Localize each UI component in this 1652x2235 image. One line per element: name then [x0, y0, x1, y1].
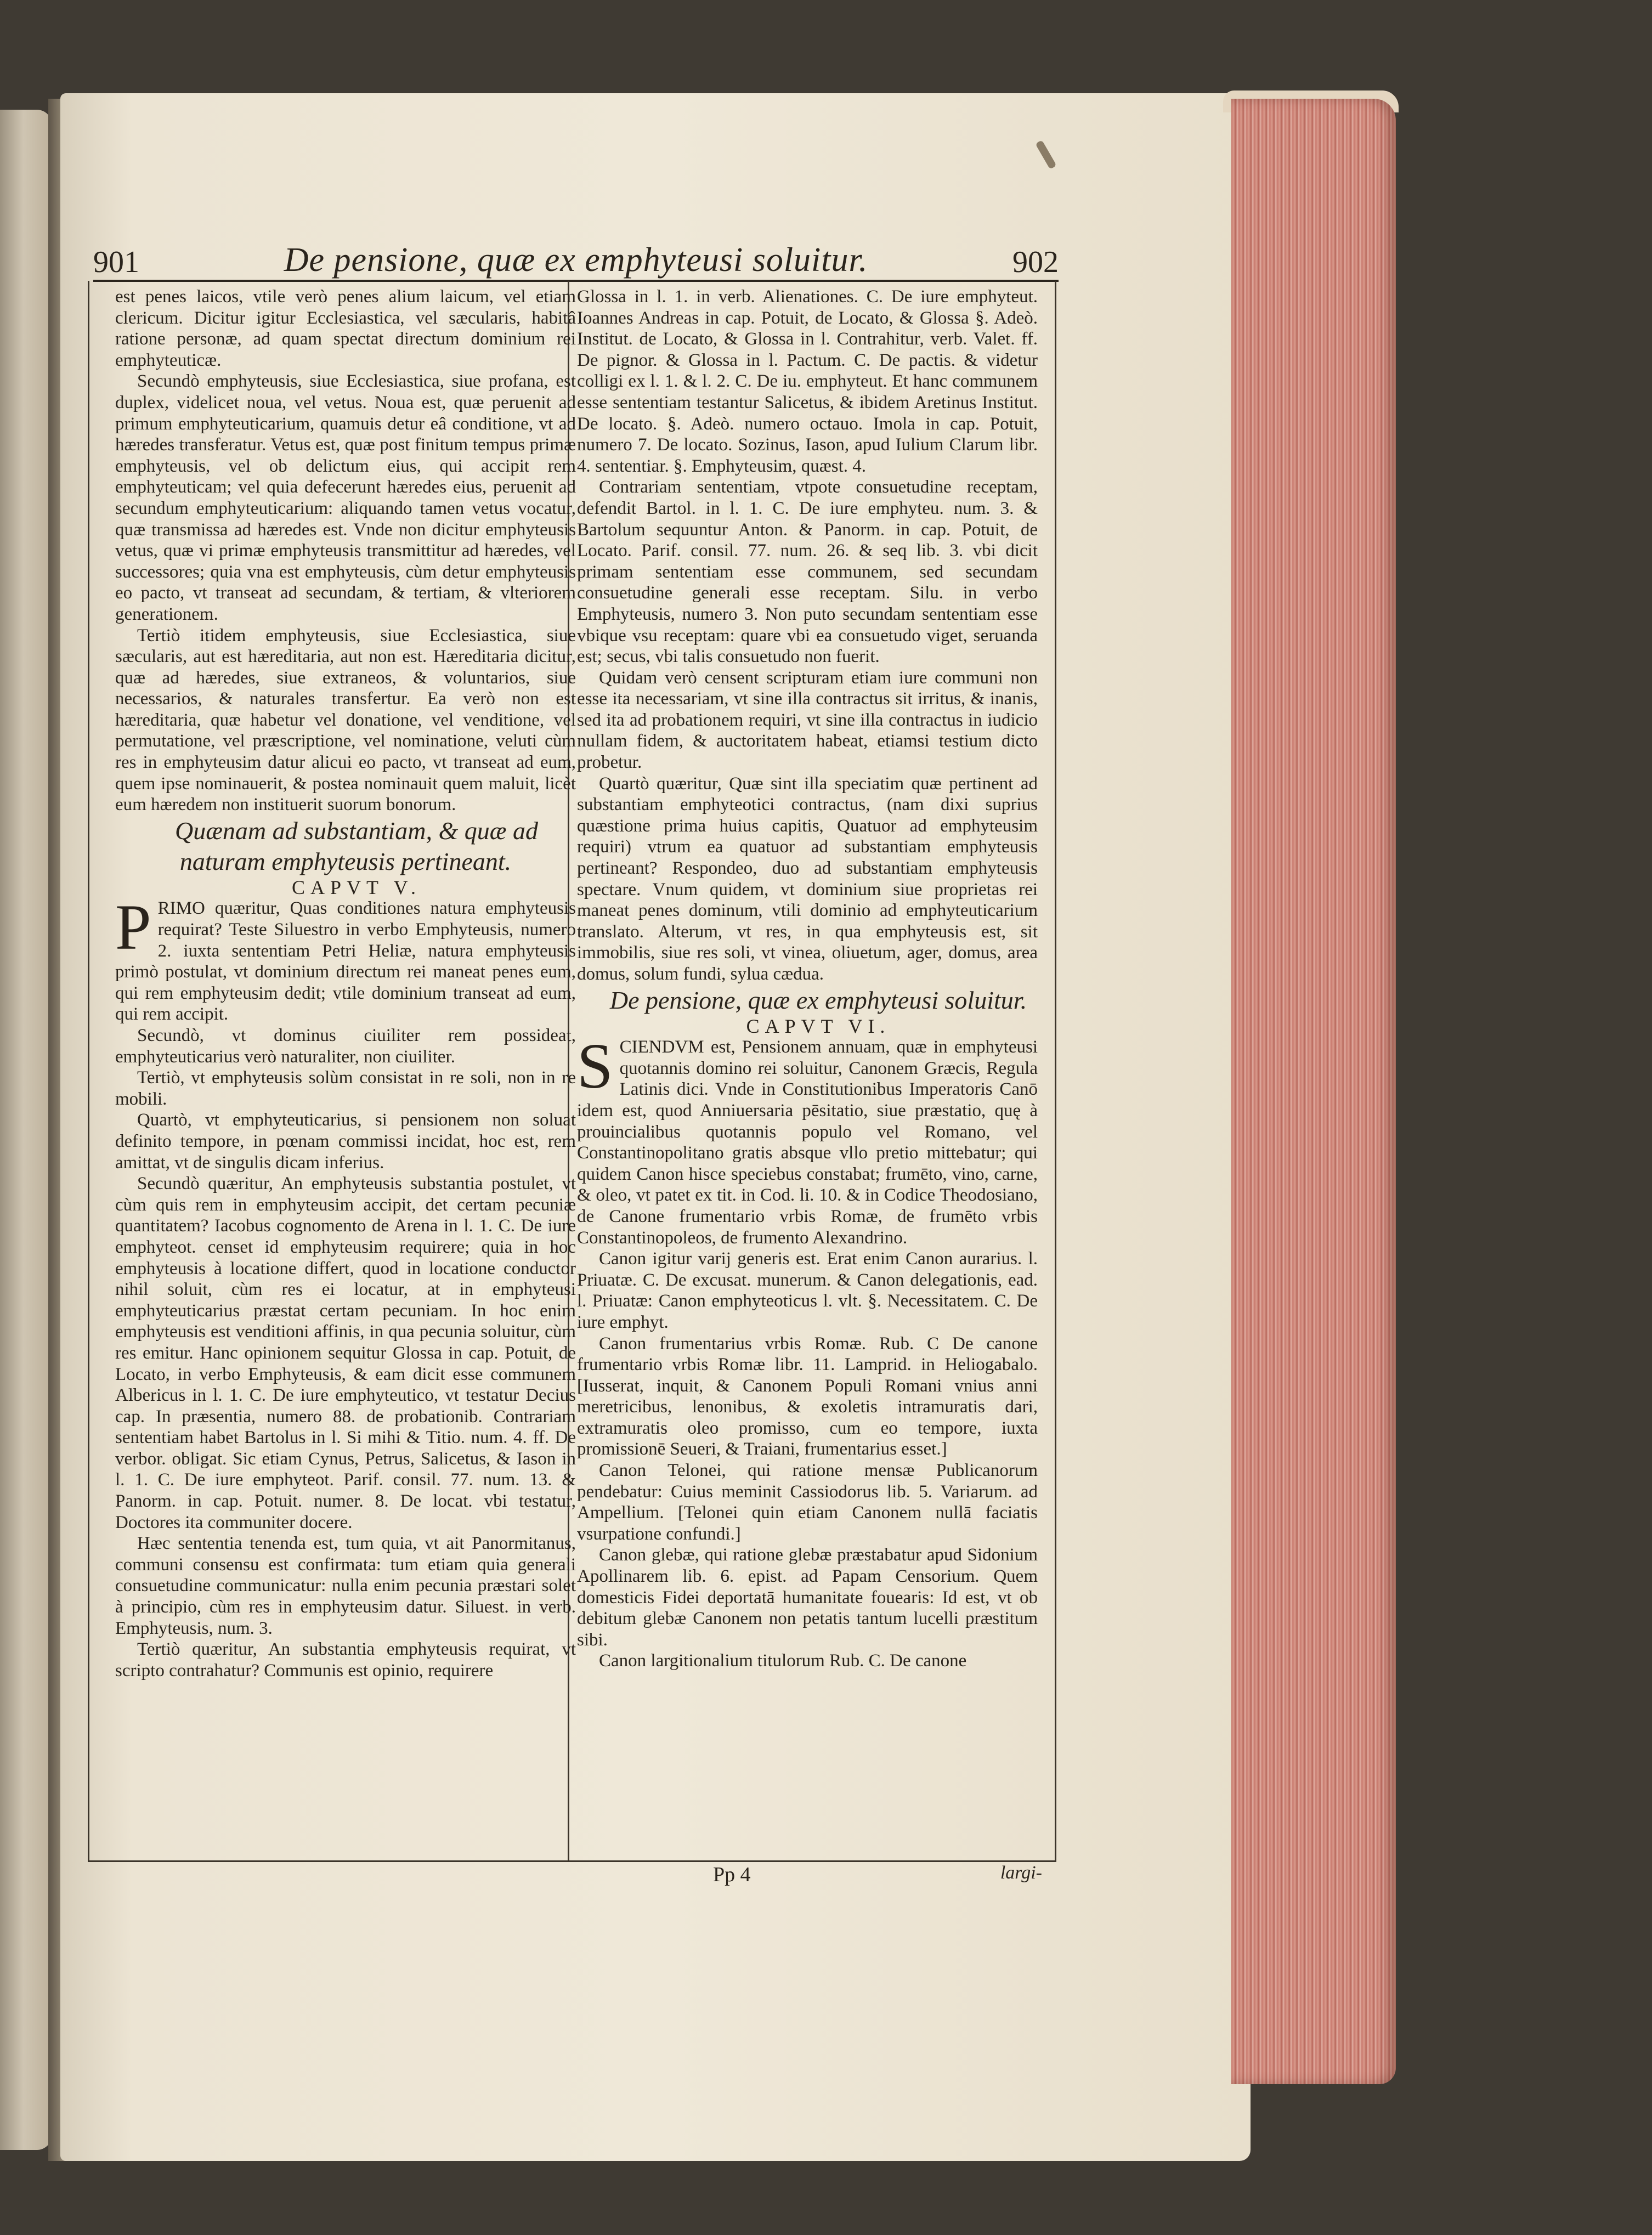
paragraph: est penes laicos, vtile verò penes alium laicum, vel etiam clericum. Dicitur igitur Ecclesiastica, vel sæcularis, habitâ ratione personæ, ad quam spectat directum dominium rei emphyteuticæ.: [115, 287, 576, 370]
section-title: De pensione, quæ ex emphyteusi soluitur.: [609, 986, 1027, 1014]
paragraph-with-dropcap: [577, 1030, 1038, 1248]
folio-left: 901: [93, 245, 139, 279]
catchword: largi-: [1000, 1863, 1042, 1883]
paragraph: Quidam verò censent scripturam etiam iure communi non esse ita necessariam, vt sine illa contractus sit irritus, & inanis, sed ita ad probationem requiri, vt sine illa contractus in iudicio nullam fidem, & auctoritatem habeat, etiamsi testium dicto probetur.: [577, 667, 1038, 773]
paragraph-text: CIENDVM est, Pensionem annuam, quæ in emphyteusi quotannis domino rei soluitur, Canonem Græcis, Regula Latinis dici. Vnde in Constitutionibus Imperatoris Canō idem est, quod Anniuersaria pēsitatio, siue præstatio, quę à prouincialibus quotannis populo vel Romano, vel Constantinopolitano gratis absque vllo pretio mittebatur; qui quidem Canon hisce speciebus constabat; frumēto, vino, carne, & oleo, vt patet ex tit. in Cod. li. 10. & in Codice Theodosiano, de Canone frumentario vrbis Romæ, de frumēto vrbis Constantinopoleos, de frumento Alexandrino.: [577, 1037, 1038, 1248]
left-column: [115, 286, 576, 1855]
paragraph: Tertiò itidem emphyteusis, siue Ecclesiastica, siue sæcularis, aut est hæreditaria, aut non est. Hæreditaria dicitur, quæ ad hæredes, siue extraneos, & voluntarios, siue necessarios, & naturales transfertur. Ea verò non est hæreditaria, quæ habetur vel donatione, vel venditione, vel permutatione, vel præscriptione, vel nominatione, veluti cùm res in emphyteusim datur alicui eo pacto, vt transeat ad eum, quem ipse nominauerit, & postea nominauit quem maluit, licèt eum hæredem non instituerit suorum bonorum.: [115, 625, 576, 815]
paragraph: Secundò quæritur, An emphyteusis substantia postulet, vt cùm quis rem in emphyteusim accipit, det certam pecuniæ quantitatem? Iacobus cognomento de Arena in l. 1. C. De iure emphyteot. censet id emphyteusim requirere; quia in hoc emphyteusis à locatione differt, quod in locatione conductor nihil soluit, cùm res ei locatur, at in emphyteusi emphyteuticarius præstat certam pecuniam. In hoc enim emphyteusis est venditioni affinis, in qua pecunia soluitur, cùm res emitur. Hanc opinionem sequitur Glossa in cap. Potuit, de Locato, in verbo Emphyteusis, & eam dicit esse communem Albericus in l. 1. C. De iure emphyteutico, vt testatur Decius cap. In præsentia, numero 88. de probationib. Contrariam sententiam habet Bartolus in l. Si mihi & Titio. num. 4. ff. De verbor. obligat. Sic etiam Cynus, Petrus, Salicetus, & Iason in l. 1. C. De iure emphyteot. Parif. consil. 77. num. 13. & Panorm. in cap. Potuit. numer. 8. De locat. vbi testatur, Doctores ita communiter docere.: [115, 1174, 576, 1532]
paragraph: Canon largitionalium titulorum Rub. C. De canone: [599, 1651, 967, 1671]
drop-capital: P: [115, 891, 151, 964]
paragraph: Secundò emphyteusis, siue Ecclesiastica, siue profana, est duplex, videlicet noua, vel vetus. Noua est, quæ peruenit ad primum emphyteuticarium, quamuis detur eâ conditione, vt ad hæredes transferatur. Vetus est, quæ post finitum tempus primæ emphyteusis, vel ob delictum eius, qui accipit rem emphyteuticam; vel quia defecerunt hæredes eius, peruenit ad secundum emphyteuticarium: aliquando tamen vetus vocatur, quæ transmissa ad hæredes est. Vnde non dicitur emphyteusis vetus, quæ vi primæ emphyteusis transmittitur ad hæredes, vel successores; quia vna est emphyteusis, cùm detur emphyteusis eo pacto, vt transeat ad secundam, & tertiam, & vlteriorem generationem.: [115, 371, 576, 624]
paragraph: Tertiò quæritur, An substantia emphyteusis requirat, vt scripto contrahatur? Communis est opinio, requirere: [115, 1639, 576, 1681]
paragraph: Canon igitur varij generis est. Erat enim Canon aurarius. l. Priuatæ. C. De excusat. munerum. & Canon delegationis, ead. l. Priuatæ: Canon emphyteoticus l. vlt. §. Necessitatem. C. De iure emphyt.: [577, 1249, 1038, 1332]
paragraph: Tertiò, vt emphyteusis solùm consistat in re soli, non in re mobili.: [115, 1068, 576, 1109]
paragraph: Glossa in l. 1. in verb. Alienationes. C. De iure emphyteut. Ioannes Andreas in cap. Potuit, de Locato, & Glossa §. Adeò. Institut. de Locato, & Glossa in l. Contrahitur, verb. Valet. ff. De pignor. & Glossa in l. Pactum. C. De pactis. & videtur colligi ex l. 1. & l. 2. C. De iu. emphyteut. Et hanc communem esse sententiam testantur Salicetus, & ibidem Aretinus Institut. De locato. §. Adeò. numero octauo. Imola in cap. Potuit, numero 7. De locato. Sozinus, Iason, apud Iulium Clarum libr. 4. sententiar. §. Emphyteusim, quæst. 4.: [577, 287, 1038, 476]
paragraph-with-dropcap: [115, 891, 576, 1025]
left-page-edge: [0, 110, 52, 2150]
paragraph: Contrariam sententiam, vtpote consuetudine receptam, defendit Bartol. in l. 1. C. De iure emphyteu. num. 3. & Bartolum sequuntur Anton. & Panorm. in cap. Potuit, de Locato. Parif. consil. 77. num. 26. & seq lib. 3. vbi dicit primam sententiam esse communem, sed secundam consuetudine generali esse receptam. Silu. in verbo Emphyteusis, numero 3. Non puto secundam sententiam esse vbique vsu receptam: quare vbi ea consuetudo viget, seruanda est; secus, vbi talis consuetudo non fuerit.: [577, 477, 1038, 667]
paragraph: Canon Telonei, qui ratione mensæ Publicanorum pendebatur: Cuius meminit Cassiodorus lib. 5. Variarum. ad Ampellium. [Telonei quin etiam Canonem nullā faciatis vsurpatione confundi.]: [577, 1461, 1038, 1544]
folio-right: 902: [1012, 245, 1059, 279]
paragraph: Secundò, vt dominus ciuiliter rem possideat, emphyteuticarius verò naturaliter, non ciuiliter.: [115, 1026, 576, 1067]
page-footer: [713, 1863, 1042, 1890]
running-head: [93, 230, 1059, 282]
running-title: De pensione, quæ ex emphyteusi soluitur.: [284, 241, 868, 279]
red-page-edges: [1231, 99, 1396, 2084]
chapter-heading: CAPVT VI.: [746, 1015, 891, 1037]
signature-mark: Pp 4: [713, 1863, 751, 1886]
paragraph: Canon frumentarius vrbis Romæ. Rub. C De canone frumentario vrbis Romæ libr. 11. Lamprid. in Heliogabalo. [Iusserat, inquit, & Canonem Populi Romani vnius anni meretricibus, lenonibus, & exoletis intramuratis dari, extramuratis oleo promisso, cum eo tempore, iuxta promissionē Seueri, & Traiani, frumentarius esset.]: [577, 1333, 1038, 1459]
paragraph: Quartò, vt emphyteuticarius, si pensionem non soluat definito tempore, in pœnam commissi incidat, hoc est, rem amittat, vt de singulis dicam inferius.: [115, 1110, 576, 1173]
chapter-heading: CAPVT V.: [291, 876, 422, 898]
paragraph-text: RIMO quæritur, Quas conditiones natura emphyteusis requirat? Teste Siluestro in verbo Emphyteusis, numero 2. iuxta sententiam Petri Heliæ, natura emphyteusis primò postulat, vt dominium directum rei maneat penes eum, qui rem emphyteusim dedit; vtile dominium transeat ad eum, qui rem accipit.: [115, 898, 576, 1025]
paragraph: Hæc sententia tenenda est, tum quia, vt ait Panormitanus, communi consensu est confirmata: tum etiam quia generali consuetudine communicatur: nulla enim pecunia præstari solet à principio, cùm res in emphyteusim datur. Siluest. in verb. Emphyteusis, num. 3.: [115, 1534, 576, 1638]
section-title: Quænam ad substantiam, & quæ ad naturam emphyteusis pertineant.: [175, 816, 538, 875]
paragraph: Quartò quæritur, Quæ sint illa speciatim quæ pertinent ad substantiam emphyteotici contractus, (nam dixi suprius quæstione prima huius capitis, Quatuor ad emphyteusim requiri) vtrum ea quatuor ad substantiam emphyteusis pertineant? Respondeo, duo ad substantiam emphyteusis spectare. Vnum quidem, vt dominium siue proprietas rei maneat penes dominum, vtili dominio ad emphyteuticarium translato. Alterum, vt res, in qua emphyteusis est, sit immobilis, siue res soli, vt vinea, oliuetum, ager, domus, area domus, solum fundi, sylua cædua.: [577, 773, 1038, 984]
right-column: [577, 286, 1038, 1855]
paragraph: Canon glebæ, qui ratione glebæ præstabatur apud Sidonium Apollinarem lib. 6. epist. ad Papam Censorium. Quem domesticis Fidei deportatā humanitate fouearis: Id est, vt ob debitum glebæ Canonem non petatis tantum lucelli præstitum sibi.: [577, 1545, 1038, 1650]
drop-capital: S: [577, 1030, 613, 1102]
